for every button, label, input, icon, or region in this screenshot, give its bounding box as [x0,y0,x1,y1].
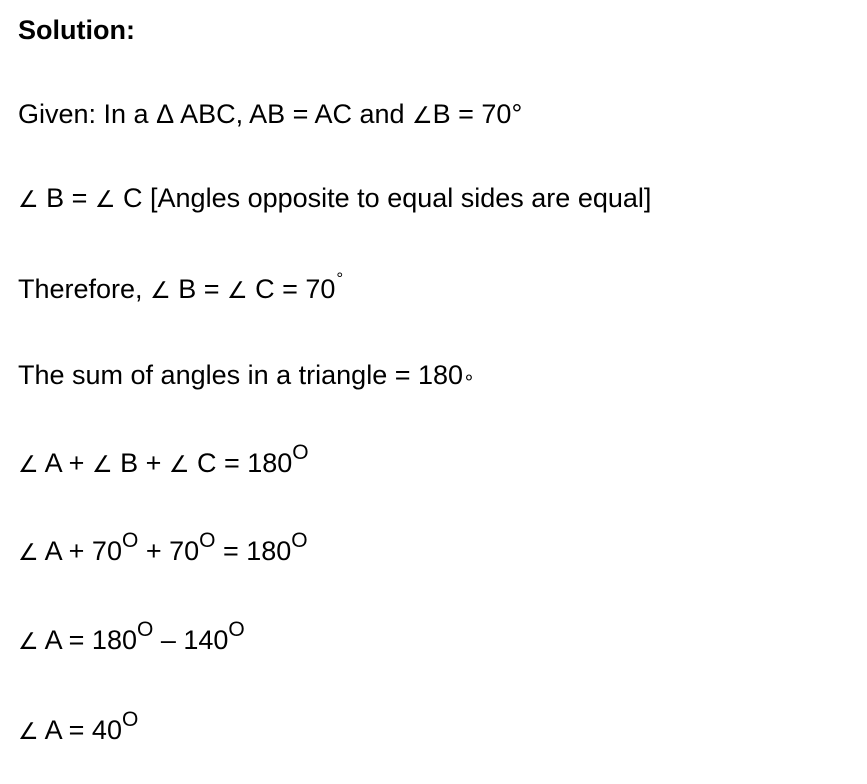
sum-eq-text-b: B + [112,448,169,478]
angle-symbol: ∠ [91,452,113,478]
equal-angles-text-a: B = [38,183,95,213]
degree-symbol: O [228,618,245,641]
sum-eq-text-c: C = 180 [189,448,293,478]
therefore-text-c: C = 70 [247,274,336,304]
given-angle-text: B = 70° [432,99,523,129]
angle-sum-text: The sum of angles in a triangle = 180 [18,360,464,390]
angle-symbol: ∠ [18,719,39,745]
angle-symbol: ∠ [412,103,433,129]
degree-symbol: O [121,529,139,552]
equal-angles-text-b: C [Angles opposite to equal sides are equal] [115,183,652,213]
therefore-line [18,269,344,304]
subst-text-c: = 180 [215,536,292,566]
angle-symbol: ∠ [18,187,39,213]
given-line [18,101,522,128]
equal-angles-line [18,185,651,212]
degree-symbol: ∘ [463,368,475,389]
therefore-text-b: B = [170,274,227,304]
sum-eq-text-a: A + [38,448,92,478]
subtraction-text-b: – 140 [153,625,229,655]
subst-text-a: A + 70 [38,536,122,566]
substitution-line [18,529,308,566]
degree-symbol: O [136,618,154,641]
angle-symbol: ∠ [150,278,171,304]
degree-symbol: O [121,708,139,731]
angle-sum-line [18,362,475,389]
degree-symbol: ° [336,269,344,288]
subst-text-b: + 70 [138,536,200,566]
angle-symbol: ∠ [226,278,248,304]
result-text: A = 40 [38,715,122,745]
subtraction-text-a: A = 180 [38,625,137,655]
angle-symbol: ∠ [168,452,190,478]
angle-symbol: ∠ [94,187,116,213]
degree-symbol: O [199,529,216,552]
result-line [18,708,139,745]
solution-heading: Solution: [18,15,135,45]
subtraction-line [18,618,245,655]
sum-equation-line [18,441,309,478]
angle-symbol: ∠ [18,452,39,478]
given-text: Given: In a Δ ABC, AB = AC and [18,99,413,129]
degree-symbol: O [292,441,309,464]
angle-symbol: ∠ [18,540,39,566]
angle-symbol: ∠ [18,629,39,655]
therefore-text-a: Therefore, [18,274,151,304]
degree-symbol: O [291,529,308,552]
